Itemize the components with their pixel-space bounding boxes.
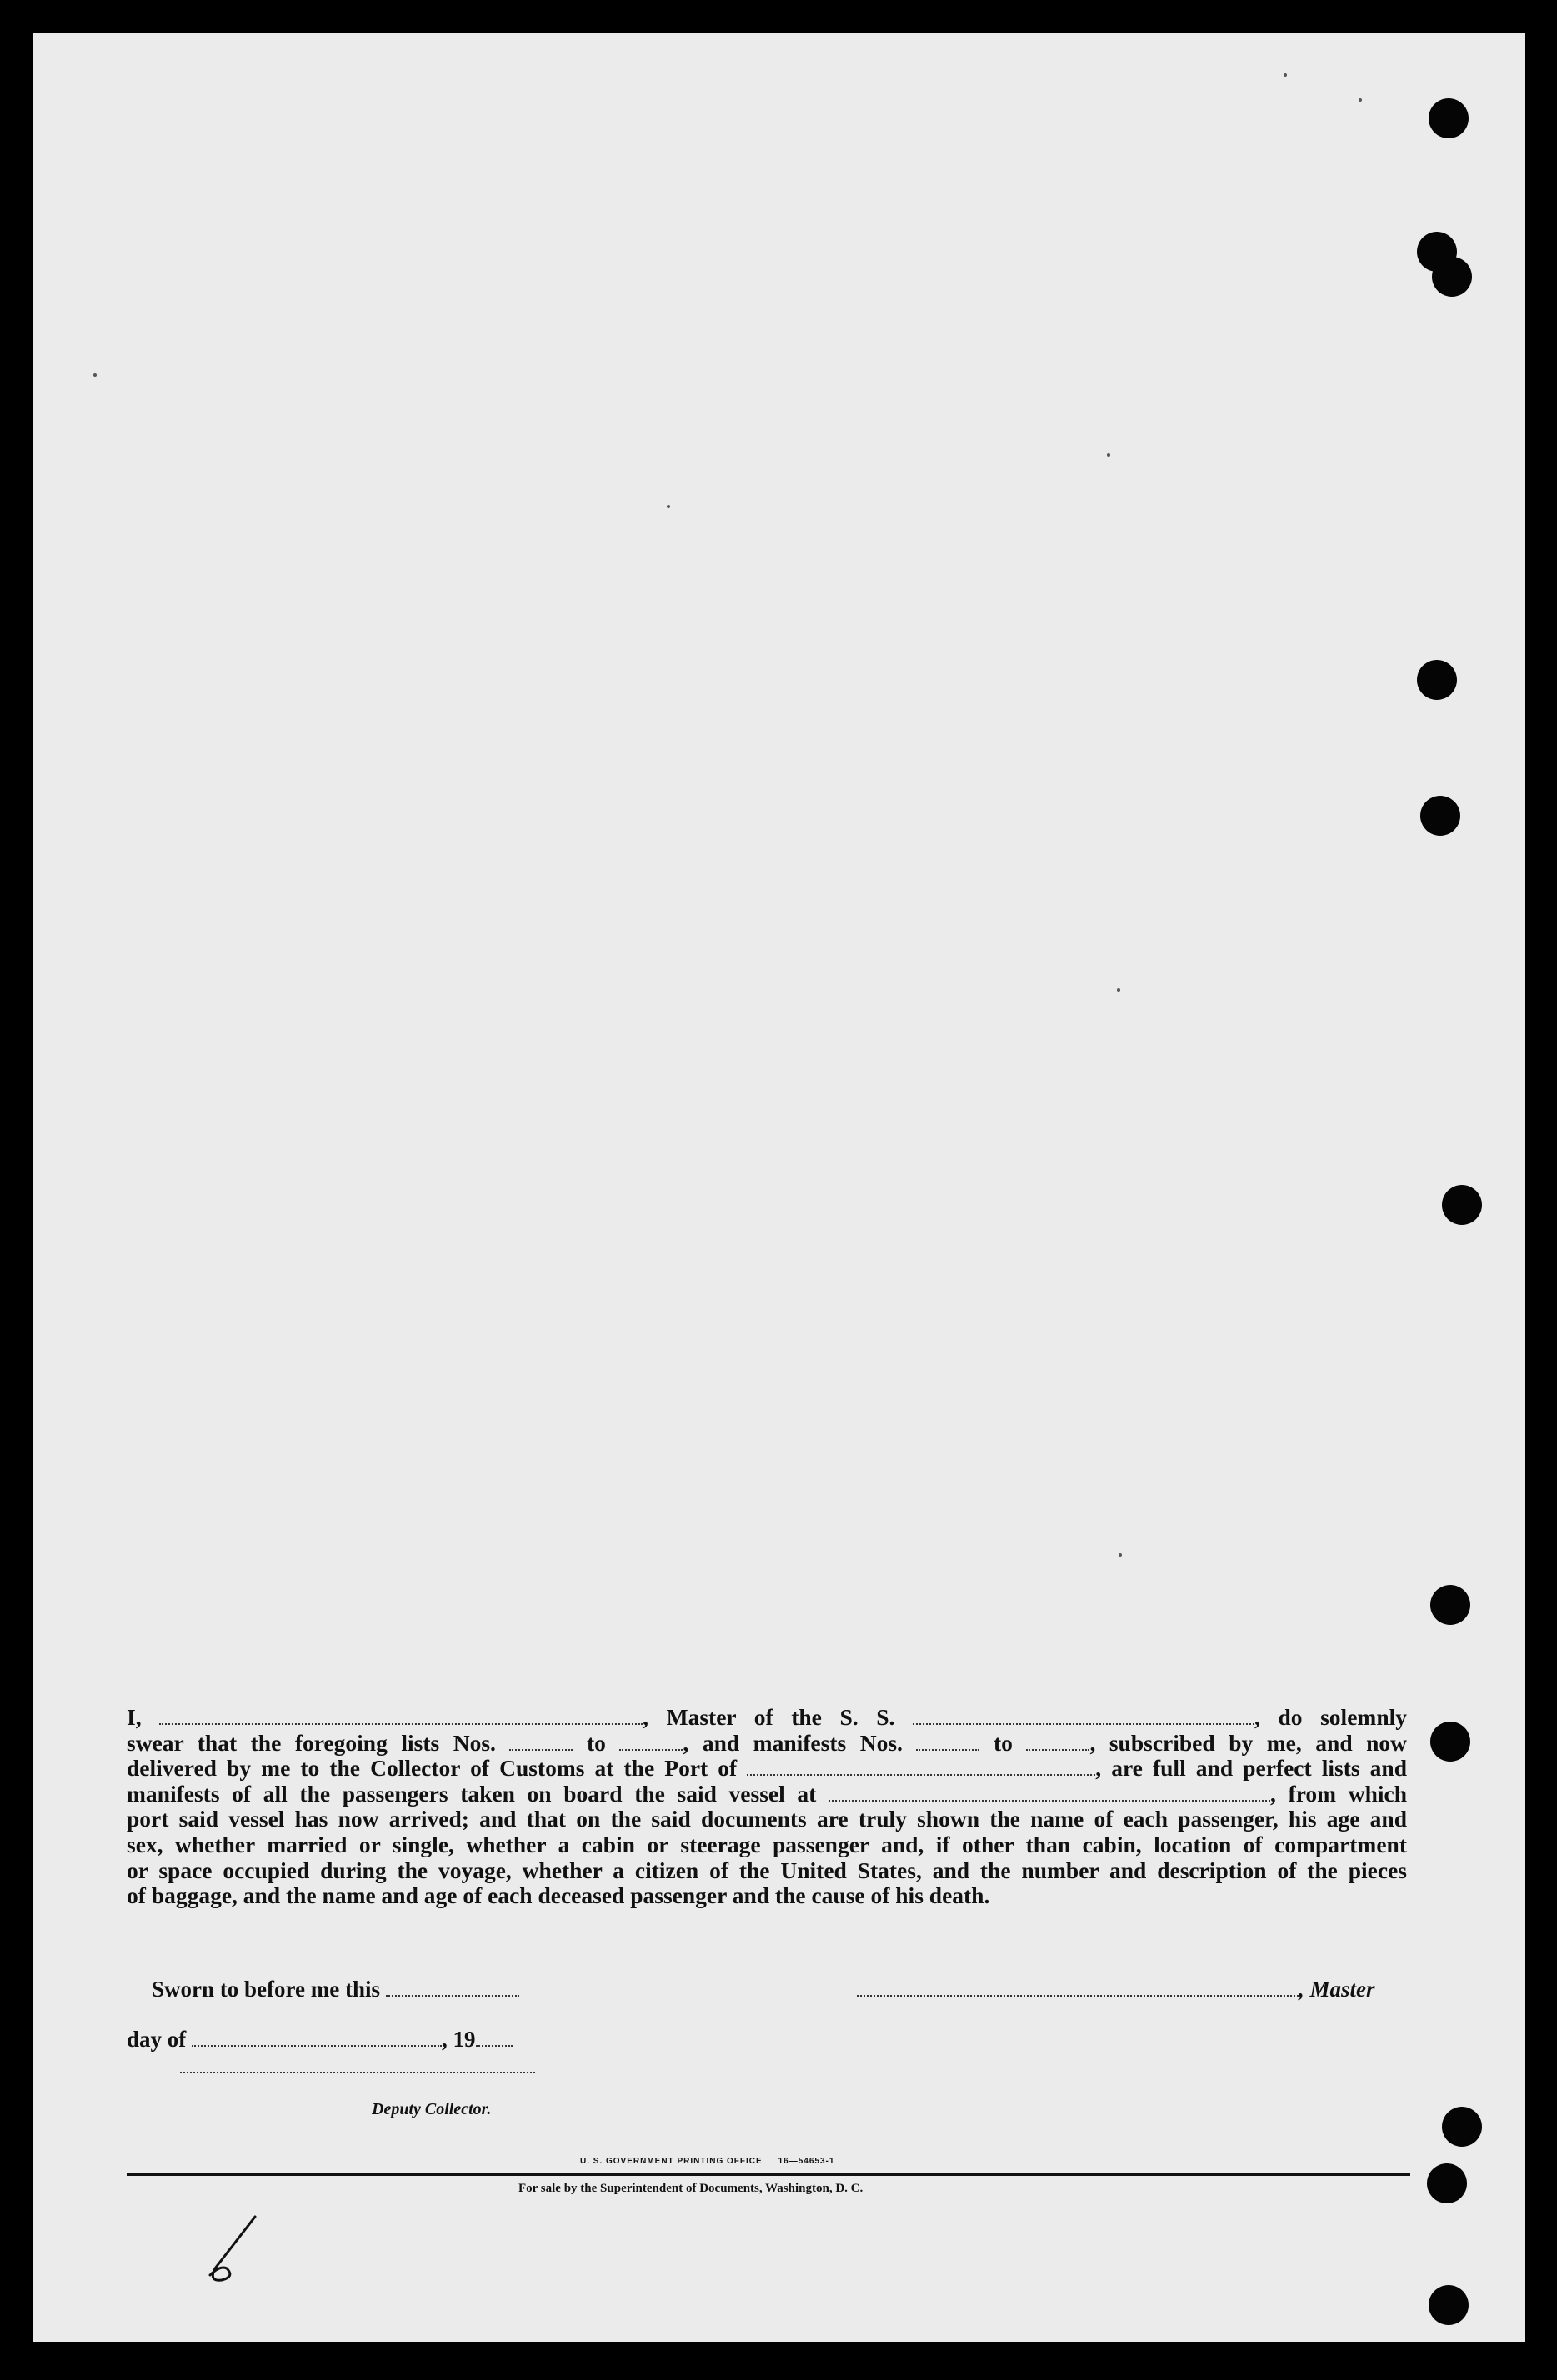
speck xyxy=(93,373,97,377)
master-name-field[interactable] xyxy=(159,1708,643,1725)
speck xyxy=(1117,988,1120,992)
speck xyxy=(1284,73,1287,77)
oath-text: to xyxy=(586,1729,606,1756)
printing-office-line xyxy=(580,2157,834,2166)
sworn-label: Sworn to before me this xyxy=(152,1977,380,2002)
year-prefix: , 19 xyxy=(442,2027,476,2052)
punch-hole xyxy=(1430,1722,1470,1762)
day-of-line xyxy=(127,2027,513,2052)
manifests-from-field[interactable] xyxy=(916,1734,979,1751)
oath-text: to xyxy=(993,1729,1013,1756)
oath-text: delivered by me to the Collector of Customs at the Port of xyxy=(127,1755,738,1782)
printing-office: U. S. GOVERNMENT PRINTING OFFICE xyxy=(580,2157,763,2166)
punch-hole xyxy=(1429,98,1469,138)
oath-text: , are full and perfect lists and xyxy=(1095,1755,1407,1782)
speck xyxy=(667,505,670,508)
oath-line-1 xyxy=(127,1705,1407,1731)
oath-text: , and manifests Nos. xyxy=(683,1729,903,1756)
oath-line-6: sex, whether married or single, whether a cabin or steerage passenger and, if other than cabin, location of compartment xyxy=(127,1831,1407,1858)
departure-port-field[interactable] xyxy=(829,1785,1270,1802)
punch-hole xyxy=(1442,1185,1482,1225)
master-signature-line xyxy=(857,1977,1375,2002)
ship-name-field[interactable] xyxy=(913,1708,1254,1725)
punch-hole xyxy=(1432,257,1472,297)
master-label: , Master xyxy=(1299,1977,1375,2002)
punch-hole xyxy=(1427,2163,1467,2203)
for-sale-text: For sale by the Superintendent of Documents, Washington, D. C. xyxy=(518,2182,864,2195)
speck xyxy=(1107,453,1110,457)
oath-paragraph xyxy=(127,1705,1407,1909)
oath-line-2 xyxy=(127,1731,1407,1757)
oath-text: manifests of all the passengers taken on board the said vessel at xyxy=(127,1780,817,1807)
speck xyxy=(1119,1553,1122,1557)
speck xyxy=(1359,98,1362,102)
oath-line-7: or space occupied during the voyage, whether a citizen of the United States, and the number and description of the pieces xyxy=(127,1857,1407,1883)
oath-text: , Master of the S. S. xyxy=(643,1704,895,1730)
year-field[interactable] xyxy=(476,2045,513,2047)
oath-text: , from which xyxy=(1270,1780,1408,1807)
punch-hole xyxy=(1442,2107,1482,2147)
handwritten-mark xyxy=(197,2210,263,2293)
oath-text: , subscribed by me, and now xyxy=(1089,1729,1408,1756)
lists-to-field[interactable] xyxy=(619,1734,683,1751)
sworn-line xyxy=(152,1977,519,2002)
lists-from-field[interactable] xyxy=(509,1734,573,1751)
oath-line-4 xyxy=(127,1782,1407,1808)
oath-text: , do solemnly xyxy=(1254,1704,1407,1730)
punch-hole xyxy=(1417,660,1457,700)
manifests-to-field[interactable] xyxy=(1026,1734,1089,1751)
deputy-collector-label xyxy=(372,2100,491,2119)
form-number: 16—54653-1 xyxy=(778,2157,835,2166)
document-page xyxy=(33,33,1525,2342)
oath-text: I, xyxy=(127,1704,142,1730)
for-sale-line xyxy=(518,2182,863,2196)
punch-hole xyxy=(1430,1585,1470,1625)
footer-rule xyxy=(127,2173,1410,2176)
oath-text: swear that the foregoing lists Nos. xyxy=(127,1729,496,1756)
oath-line-5: port said vessel has now arrived; and that on the said documents are truly shown the name of each passenger, his age and xyxy=(127,1806,1407,1832)
oath-line-8: of baggage, and the name and age of each deceased passenger and the cause of his death. xyxy=(127,1882,990,1909)
day-of-label: day of xyxy=(127,2027,187,2052)
deputy-label-text: Deputy Collector. xyxy=(372,2100,492,2118)
month-field[interactable] xyxy=(192,2045,442,2047)
sworn-date-field[interactable] xyxy=(386,1995,519,1997)
punch-hole xyxy=(1429,2285,1469,2325)
deputy-signature-field[interactable] xyxy=(180,2072,535,2073)
punch-hole xyxy=(1420,796,1460,836)
port-field[interactable] xyxy=(747,1759,1095,1776)
master-signature-field[interactable] xyxy=(857,1995,1299,1997)
oath-line-3 xyxy=(127,1756,1407,1782)
